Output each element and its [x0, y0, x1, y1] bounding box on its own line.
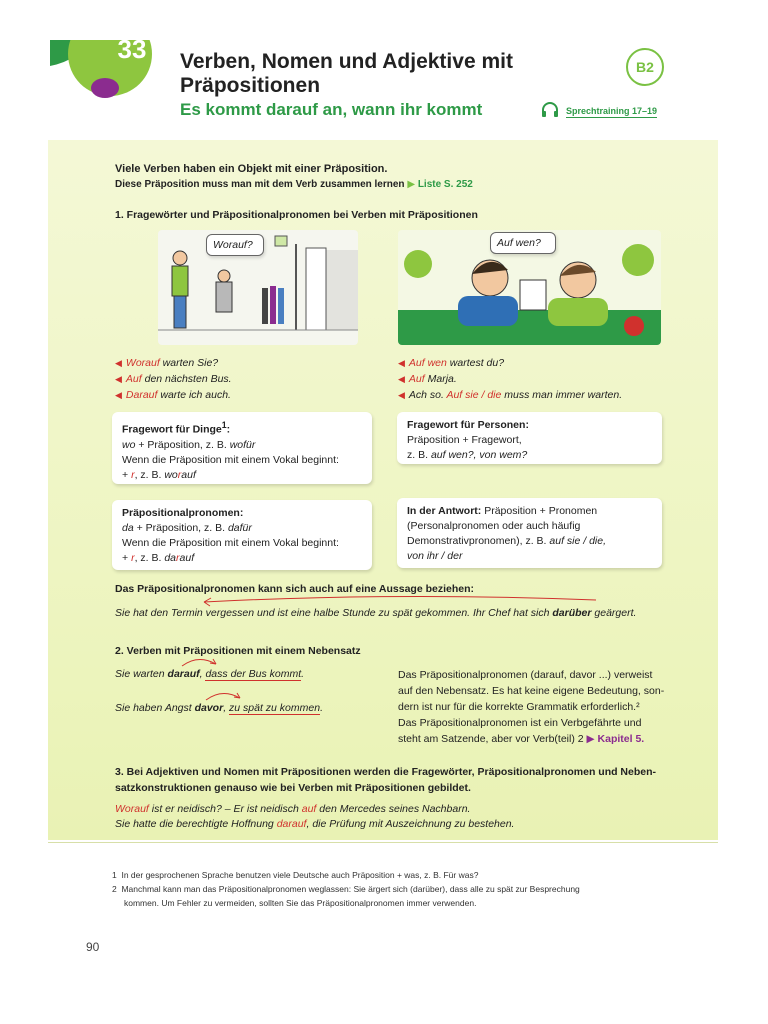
statement-example: Sie hat den Termin vergessen und ist eine halbe Stunde zu spät gekommen. Ihr Chef hat sich darüber geärgert. [115, 607, 637, 619]
page-subtitle: Es kommt darauf an, wann ihr kommt [180, 100, 483, 119]
box-praepositionalpronomen: Präpositionalpronomen: da + Präposition, z. B. dafür Wenn die Präposition mit einem Vokal beginnt: + r, z. B. darauf [112, 500, 372, 570]
section2-heading: 2. Verben mit Präpositionen mit einem Nebensatz [115, 645, 361, 657]
chapter-badge [50, 40, 160, 102]
section3-example-1: Worauf ist er neidisch? – Er ist neidisch auf den Mercedes seines Nachbarn. [115, 803, 471, 815]
kapitel-link[interactable]: Kapitel 5. [597, 733, 645, 745]
example-right-3: ◀ Ach so. Auf sie / die muss man immer warten. [398, 389, 623, 401]
example-left-3: ◀ Darauf warte ich auch. [115, 389, 231, 401]
section3-example-2: Sie hatte die berechtigte Hoffnung darauf, die Prüfung mit Auszeichnung zu bestehen. [115, 818, 515, 830]
chapter-number: 33 [117, 40, 147, 64]
section3-heading: 3. Bei Adjektiven und Nomen mit Präpositionen werden die Fragewörter, Präpositionalpronomen und Neben- satzkonstruktionen genauso wie bei Verben mit Präpositionen gebildet. [115, 766, 657, 794]
audio-link[interactable]: Sprechtraining 17–19 [566, 106, 658, 116]
example-left-1: ◀ Worauf warten Sie? [115, 357, 219, 369]
section2-explanation: Das Präpositionalpronomen (darauf, davor ...) verweist auf den Nebensatz. Es hat keine eigene Bedeutung, son- dern ist nur für die korrekte Grammatik erforderlich.² Das Präpositionalpronomen ist ein Verbgefährte und steht am Satzende, aber vor Verb(teil) 2 ▶ Kapitel 5. [398, 669, 665, 745]
section2-example-2: Sie haben Angst davor, zu spät zu kommen. [115, 702, 323, 714]
statement-heading: Das Präpositionalpronomen kann sich auch auf eine Aussage beziehen: [115, 583, 475, 595]
section2-example-1: Sie warten darauf, dass der Bus kommt. [115, 668, 305, 680]
intro-line1: Viele Verben haben ein Objekt mit einer Präposition. [115, 163, 388, 175]
headphones-icon [541, 102, 559, 118]
level-badge: B2 [626, 48, 664, 86]
footnote-2: 2 Manchmal kann man das Präpositionalpronomen weglassen: Sie ärgert sich (darüber), dass alle zu spät zur Besprechung [112, 884, 580, 894]
example-left-2: ◀ Auf den nächsten Bus. [115, 373, 232, 385]
speech-bubble-left: Worauf? [206, 234, 264, 256]
footnotes: 1 In der gesprochenen Sprache benutzen viele Deutsche auch Präposition + was, z. B. Für was? 2 Manchmal kann man das Präpositionalpronomen weglassen: Sie ärgert sich (darüber), dass alle zu spät zur Besprechung kommen. Um Fehler zu vermeiden, sollten Sie das Präpositionalpronomen immer verwenden. [112, 868, 672, 910]
page-number: 90 [86, 940, 100, 954]
intro-list-link[interactable]: Liste S. 252 [417, 179, 473, 190]
example-right-2: ◀ Auf Marja. [398, 373, 457, 385]
speech-bubble-right: Auf wen? [490, 232, 556, 254]
page-title: Verben, Nomen und Adjektive mit Präpositionen [180, 50, 513, 97]
box-antwort: In der Antwort: Präposition + Pronomen (Personalpronomen oder auch häufig Demonstrativpronomen), z. B. auf sie / die, von ihr / der [397, 498, 662, 568]
box-fragewort-personen: Fragewort für Personen: Präposition + Fragewort, z. B. auf wen?, von wem? [397, 412, 662, 464]
example-right-1: ◀ Auf wen wartest du? [398, 357, 505, 369]
section1-heading: 1. Fragewörter und Präpositionalpronomen bei Verben mit Präpositionen [115, 209, 478, 221]
footnote-1: 1 In der gesprochenen Sprache benutzen viele Deutsche auch Präposition + was, z. B. Für was? [112, 870, 479, 880]
intro-line2: Diese Präposition muss man mit dem Verb zusammen lernen ▶ Liste S. 252 [115, 179, 473, 190]
box-fragewort-dinge: Fragewort für Dinge$^1$: wo + Präposition, z. B. wofür Wenn die Präposition mit einem Vokal beginnt: + r, z. B. worauf [112, 412, 372, 484]
divider [48, 842, 718, 843]
